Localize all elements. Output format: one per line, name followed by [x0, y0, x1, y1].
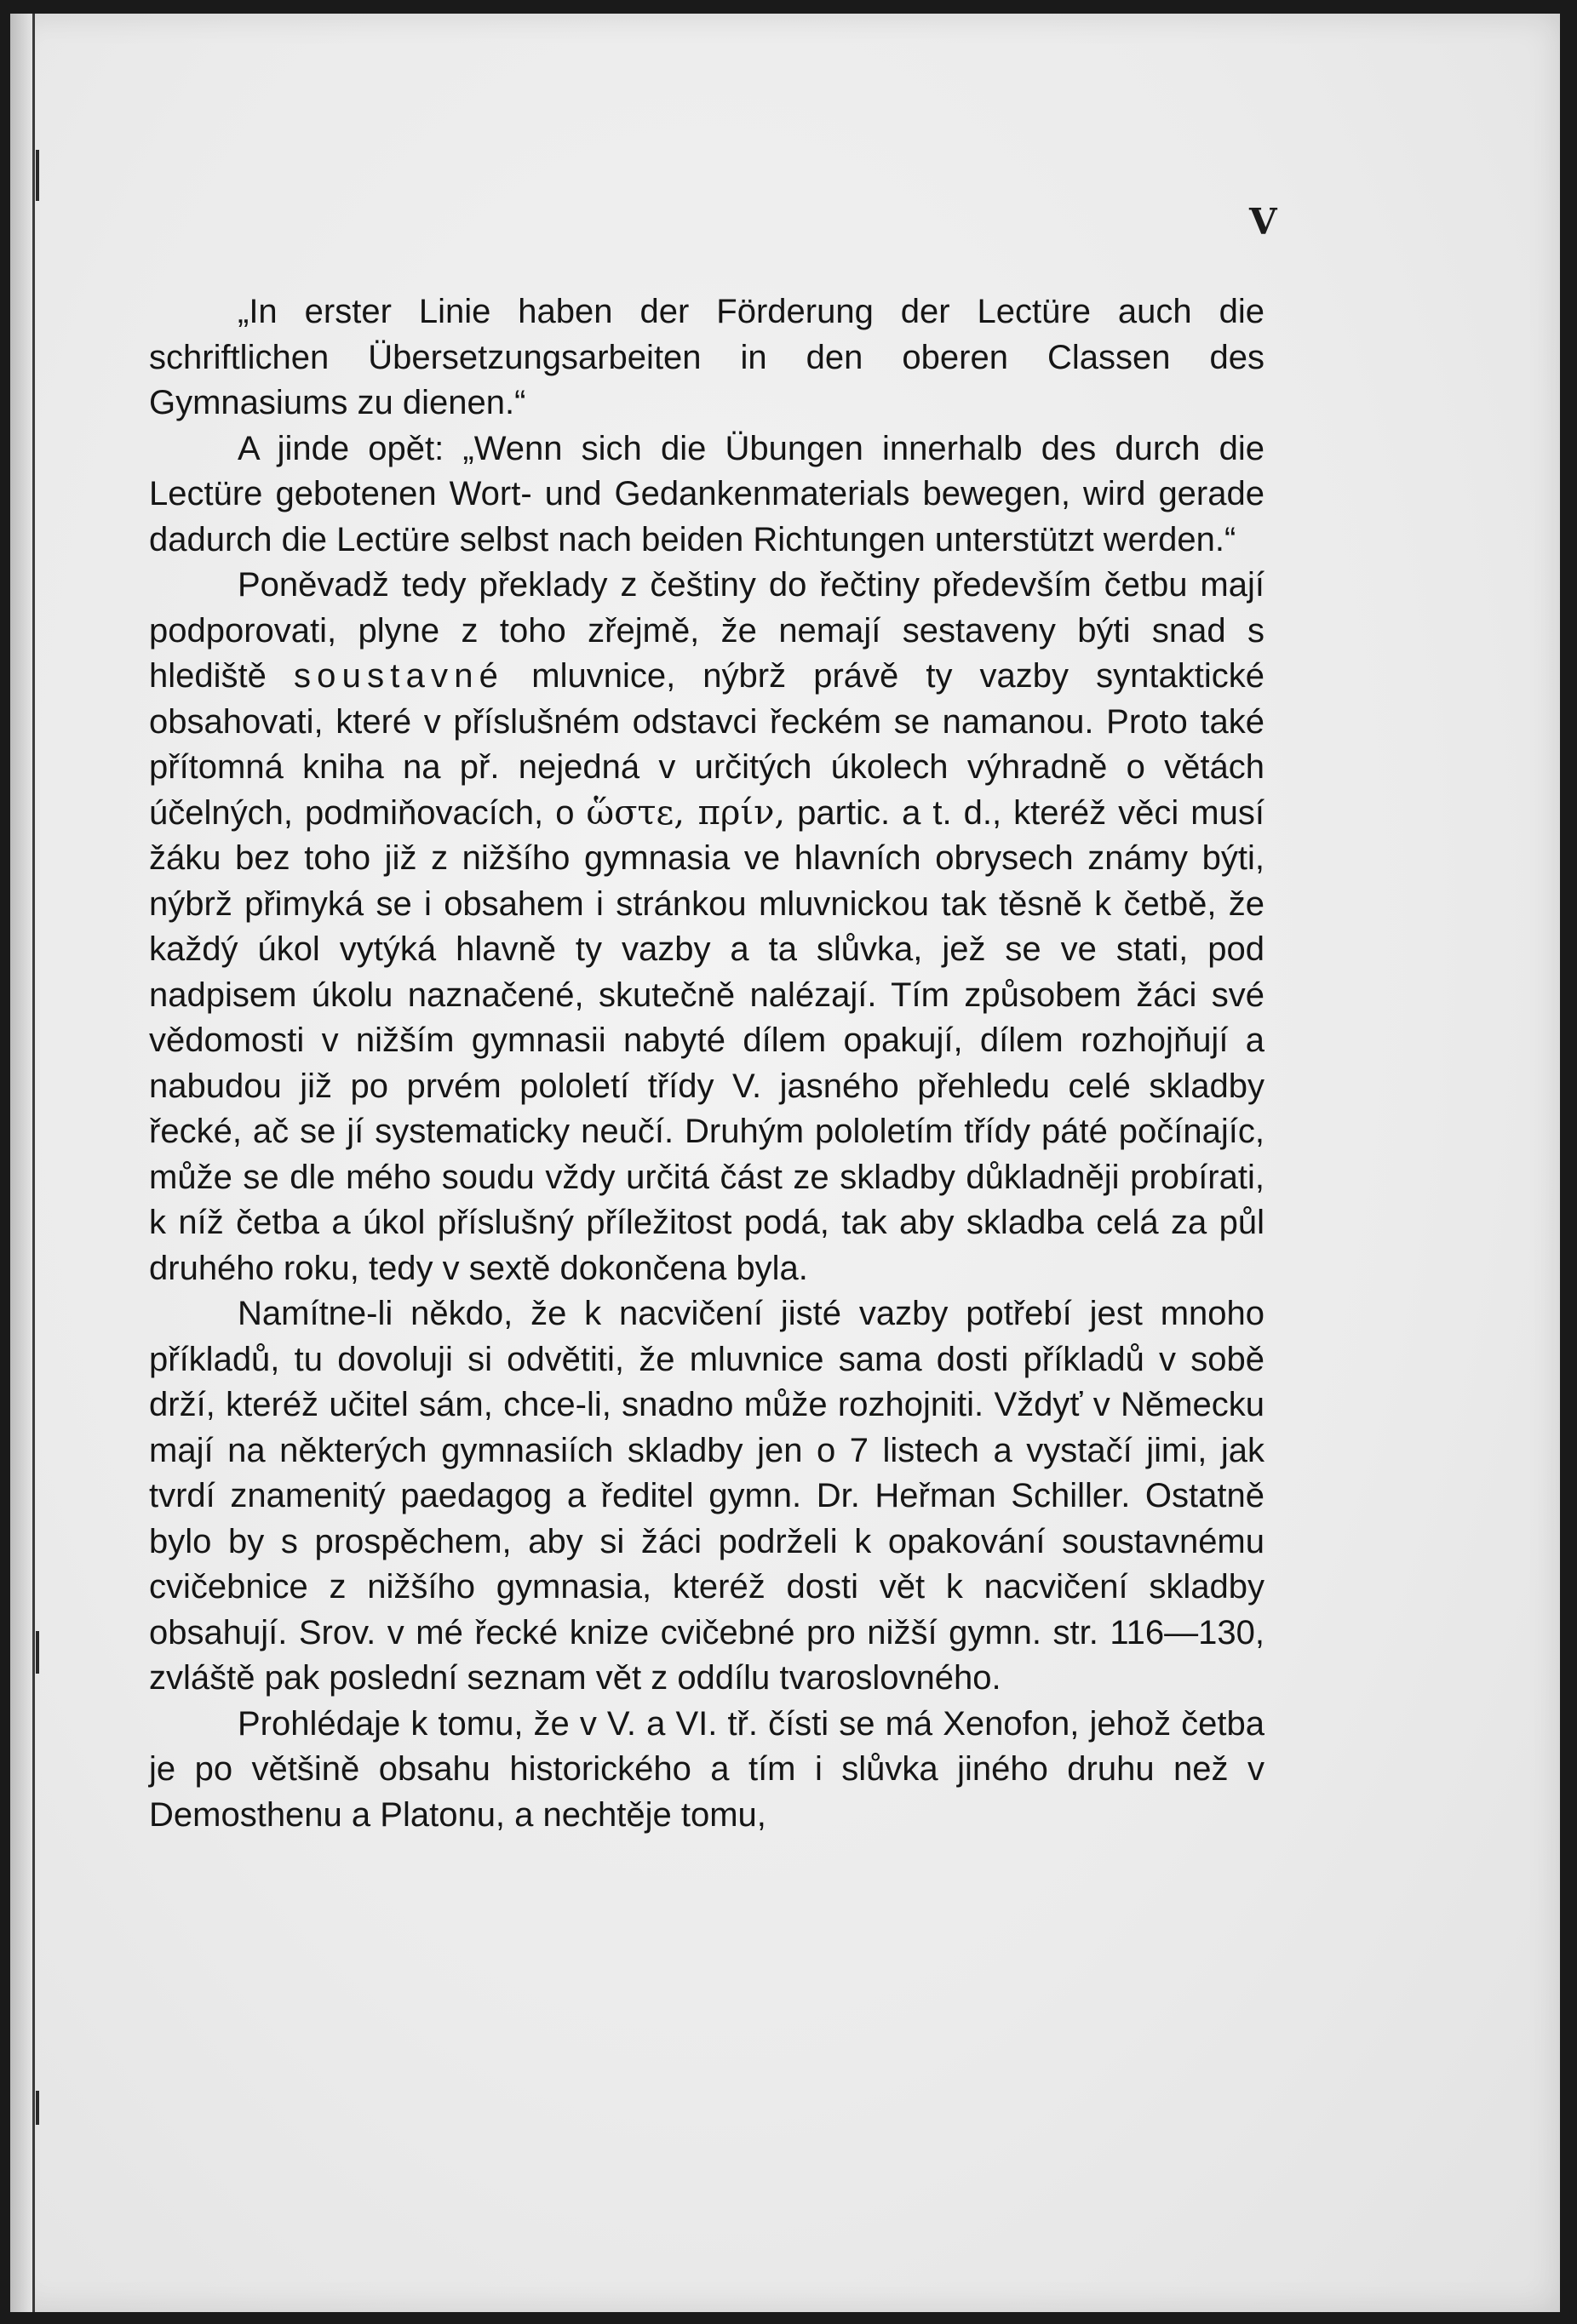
page-number: V [1249, 201, 1277, 243]
scan-mark [36, 2091, 39, 2125]
scan-mark [36, 1631, 39, 1674]
paragraph-5: Prohlédaje k tomu, že v V. a VI. tř. čísti se má Xenofon, jehož četba je po většině obsahu historického a tím i slůvka jiného druhu než v Demosthenu a Platonu, a nechtěje tomu, [149, 1704, 1264, 1834]
paragraph-3-part-a: Poněvadž tedy překlady z češtiny do řečtiny především četbu mají podporovati, plyne z toho zřejmě, že nemají sestaveny býti snad s hlediště [149, 566, 1264, 695]
paragraph-2: A jinde opět: „Wenn sich die Übungen innerhalb des durch die Lectüre gebotenen Wort- und Gedankenmaterials bewegen, wird gerade dadurch die Lectüre selbst nach beiden Richtungen unterstützt werden.“ [149, 429, 1264, 558]
body-text [149, 289, 1264, 1838]
paragraph-4: Namítne-li někdo, že k nacvičení jisté vazby potřebí jest mnoho příkladů, tu dovoluji si odvětiti, že mluvnice sama dosti příkladů v sobě drží, kteréž učitel sám, chce-li, snadno může rozhojniti. Vždyť v Německu mají na některých gymnasiích skladby jen o 7 listech a vystačí jimi, jak tvrdí znamenitý paedagog a ředitel gymn. Dr. Heřman Schiller. Ostatně bylo by s prospěchem, aby si žáci podrželi k opakování soustavnému cvičebnice z nižšího gymnasia, kteréž dosti vět k nacvičení skladby obsahují. Srov. v mé řecké knize cvičebné pro nižší gymn. str. 116—130, zvláště pak poslední seznam vět z oddílu tvaroslovného. [149, 1295, 1264, 1697]
paragraph-3-part-c: partic. a t. d., kteréž věci musí žáku bez toho již z nižšího gymnasia ve hlavních obrysech známy býti, nýbrž přimyká se i obsahem i stránkou mluvnickou tak těsně k četbě, že každý úkol vytýká hlavně ty vazby a ta slůvka, jež se ve stati, pod nadpisem úkolu naznačené, skutečně nalézají. Tím způsobem žáci své vědomosti v nižším gymnasii nabyté dílem opakují, dílem rozhojňují a nabudou již po prvém pololetí třídy V. jasného přehledu celé skladby řecké, ač se jí systematicky neučí. Druhým pololetím třídy páté počínajíc, může se dle mého soudu vždy určitá část ze skladby důkladněji probírati, k níž četba a úkol příslušný příležitost podá, tak aby skladba celá za půl druhého roku, tedy v sextě dokončena byla. [149, 793, 1264, 1287]
paragraph-3 [149, 563, 1264, 1291]
paragraph-3-part-b: mluvnice, nýbrž právě ty vazby syntaktické obsahovati, které v příslušném odstavci řeckém se namanou. Proto také přítomná kniha na př. nejedná v určitých úkolech výhradně o větách účelných, podmiňovacích, o [149, 657, 1265, 832]
scan-mark [36, 150, 39, 201]
paragraph-1: „In erster Linie haben der Förderung der Lectüre auch die schriftlichen Übersetzungsarbeiten in den oberen Classen des Gymnasiums zu dienen.“ [149, 293, 1264, 421]
emphasized-word: soustavné [293, 657, 505, 695]
page-binding-edge [10, 14, 35, 2312]
greek-words: ὥστε, πρίν, [586, 793, 786, 833]
